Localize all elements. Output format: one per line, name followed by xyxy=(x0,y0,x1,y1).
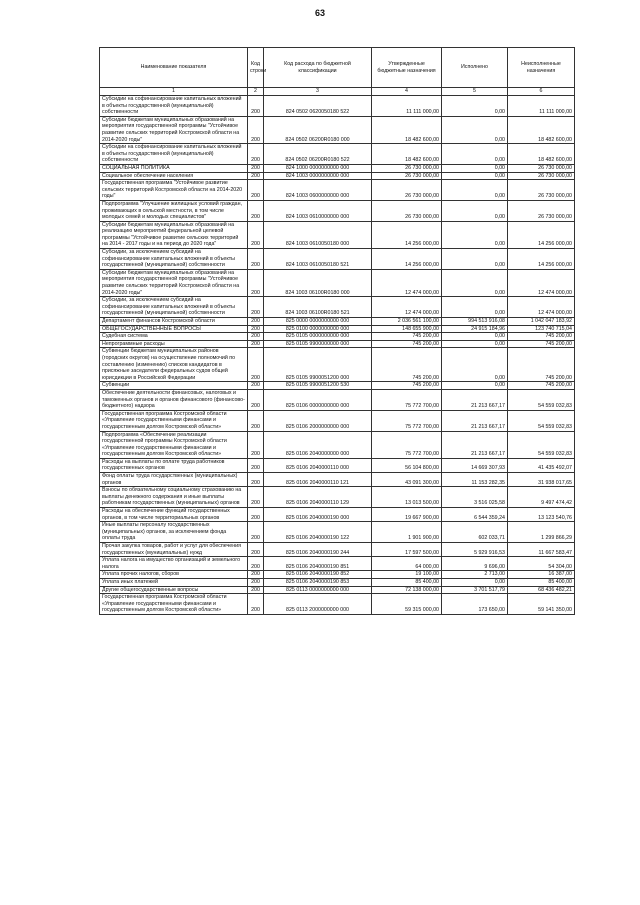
cell-budget-code: 825 0113 2000000000 000 xyxy=(264,594,372,615)
cell-approved: 2 036 561 100,00 xyxy=(372,318,442,326)
cell-executed: 5 929 916,53 xyxy=(442,543,508,557)
cell-unexecuted: 85 400,00 xyxy=(508,578,575,586)
cell-budget-code: 825 0113 0000000000 000 xyxy=(264,586,372,594)
cell-budget-code: 825 0106 2040000190 852 xyxy=(264,571,372,579)
cell-indicator-name: Государственная программа Костромской области «Управление государственными финансами и государственным долгом Костромской области» xyxy=(100,410,248,431)
cell-executed: 173 650,00 xyxy=(442,594,508,615)
cell-executed: 0,00 xyxy=(442,116,508,143)
cell-row-code: 200 xyxy=(248,116,264,143)
cell-approved: 26 730 000,00 xyxy=(372,164,442,172)
cell-budget-code: 825 0105 0000000000 000 xyxy=(264,333,372,341)
header-number: 6 xyxy=(508,88,575,96)
cell-executed: 0,00 xyxy=(442,382,508,390)
cell-unexecuted: 11 111 000,00 xyxy=(508,96,575,117)
cell-approved: 1 901 900,00 xyxy=(372,522,442,543)
cell-approved: 12 474 000,00 xyxy=(372,297,442,318)
table-row xyxy=(100,164,575,172)
cell-unexecuted: 14 256 000,00 xyxy=(508,221,575,248)
table-row xyxy=(100,348,575,382)
cell-executed: 0,00 xyxy=(442,221,508,248)
cell-indicator-name: Иные выплаты персоналу государственных (муниципальных) органов, за исключением фонда оплаты труда xyxy=(100,522,248,543)
table-row xyxy=(100,249,575,270)
cell-unexecuted: 745 200,00 xyxy=(508,333,575,341)
cell-indicator-name: Субсидии бюджетам муниципальных образований на мероприятия государственной программы "Устойчивое развитие сельских территорий Костромской области на 2014-2020 годы" xyxy=(100,269,248,296)
page-number: 63 xyxy=(314,8,325,18)
cell-executed: 0,00 xyxy=(442,249,508,270)
cell-approved: 56 104 800,00 xyxy=(372,458,442,472)
cell-approved: 13 013 500,00 xyxy=(372,487,442,508)
cell-row-code: 200 xyxy=(248,508,264,522)
cell-unexecuted: 18 482 600,00 xyxy=(508,144,575,165)
cell-row-code: 200 xyxy=(248,340,264,348)
cell-indicator-name: Уплата иных платежей xyxy=(100,578,248,586)
cell-budget-code: 825 0106 2040000110 129 xyxy=(264,487,372,508)
cell-approved: 12 474 000,00 xyxy=(372,269,442,296)
cell-executed: 3 701 517,79 xyxy=(442,586,508,594)
cell-approved: 59 315 000,00 xyxy=(372,594,442,615)
cell-executed: 6 544 359,24 xyxy=(442,508,508,522)
table-row xyxy=(100,410,575,431)
cell-row-code: 200 xyxy=(248,586,264,594)
cell-budget-code: 824 1003 06100R0180 521 xyxy=(264,297,372,318)
cell-approved: 26 730 000,00 xyxy=(372,180,442,201)
cell-row-code: 200 xyxy=(248,522,264,543)
cell-approved: 26 730 000,00 xyxy=(372,200,442,221)
cell-unexecuted: 12 474 000,00 xyxy=(508,297,575,318)
cell-executed: 0,00 xyxy=(442,348,508,382)
cell-approved: 75 772 700,00 xyxy=(372,410,442,431)
cell-unexecuted: 16 387,00 xyxy=(508,571,575,579)
cell-row-code: 200 xyxy=(248,382,264,390)
cell-unexecuted: 14 256 000,00 xyxy=(508,249,575,270)
cell-budget-code: 825 0106 2040000190 853 xyxy=(264,578,372,586)
cell-budget-code: 825 0106 2000000000 000 xyxy=(264,410,372,431)
cell-indicator-name: Субвенции бюджетам муниципальных районов (городских округов) на осуществление полномочий по составлению (изменению) списков кандидатов в присяжные заседатели федеральных судов общей юрисдикции в Российской Федерации xyxy=(100,348,248,382)
cell-budget-code: 825 0106 2040000000 000 xyxy=(264,431,372,458)
cell-row-code: 200 xyxy=(248,473,264,487)
cell-approved: 72 138 000,00 xyxy=(372,586,442,594)
header-number: 4 xyxy=(372,88,442,96)
cell-indicator-name: Подпрограмма "Улучшение жилищных условий граждан, проживающих в сельской местности, в том числе молодых семей и молодых специалистов" xyxy=(100,200,248,221)
cell-executed: 0,00 xyxy=(442,164,508,172)
cell-row-code: 200 xyxy=(248,333,264,341)
cell-indicator-name: Расходы на выплаты по оплате труда работников государственных органов xyxy=(100,458,248,472)
cell-budget-code: 825 0100 0000000000 000 xyxy=(264,325,372,333)
cell-budget-code: 825 0106 2040000110 000 xyxy=(264,458,372,472)
cell-indicator-name: Фонд оплаты труда государственных (муниципальных) органов xyxy=(100,473,248,487)
cell-approved: 745 200,00 xyxy=(372,333,442,341)
cell-row-code: 200 xyxy=(248,571,264,579)
cell-unexecuted: 31 938 017,65 xyxy=(508,473,575,487)
cell-executed: 21 213 667,17 xyxy=(442,431,508,458)
cell-executed: 0,00 xyxy=(442,180,508,201)
cell-approved: 11 111 000,00 xyxy=(372,96,442,117)
table-row xyxy=(100,543,575,557)
table-row xyxy=(100,522,575,543)
cell-row-code: 200 xyxy=(248,458,264,472)
cell-executed: 14 669 307,93 xyxy=(442,458,508,472)
cell-row-code: 200 xyxy=(248,144,264,165)
cell-budget-code: 824 1003 0610050180 000 xyxy=(264,221,372,248)
cell-budget-code: 825 0106 2040000190 000 xyxy=(264,508,372,522)
cell-row-code: 200 xyxy=(248,487,264,508)
cell-approved: 745 200,00 xyxy=(372,382,442,390)
cell-row-code: 200 xyxy=(248,172,264,180)
cell-unexecuted: 26 730 000,00 xyxy=(508,164,575,172)
cell-row-code: 200 xyxy=(248,325,264,333)
cell-approved: 18 482 600,00 xyxy=(372,116,442,143)
cell-indicator-name: СОЦИАЛЬНАЯ ПОЛИТИКА xyxy=(100,164,248,172)
cell-indicator-name: Государственная программа Костромской области «Управление государственными финансами и государственным долгом Костромской области» xyxy=(100,594,248,615)
cell-indicator-name: Субсидии бюджетам муниципальных образований на мероприятия государственной программы "Устойчивое развитие сельских территорий Костромской области на 2014-2020 годы" xyxy=(100,116,248,143)
cell-indicator-name: Судебная система xyxy=(100,333,248,341)
cell-indicator-name: Расходы на обеспечение функций государственных органов, в том числе территориальных органов xyxy=(100,508,248,522)
cell-executed: 0,00 xyxy=(442,340,508,348)
cell-budget-code: 825 0105 9900000000 000 xyxy=(264,340,372,348)
cell-approved: 75 772 700,00 xyxy=(372,431,442,458)
table-row xyxy=(100,431,575,458)
cell-indicator-name: Субсидии бюджетам муниципальных образований на реализацию мероприятий федеральной целевой программы "Устойчивое развитие сельских территорий на 2014 - 2017 годы и на период до 2020 года" xyxy=(100,221,248,248)
cell-row-code: 200 xyxy=(248,389,264,410)
table-row xyxy=(100,144,575,165)
table-row xyxy=(100,458,575,472)
cell-row-code: 200 xyxy=(248,164,264,172)
cell-executed: 21 213 667,17 xyxy=(442,389,508,410)
cell-budget-code: 825 0106 2040000110 121 xyxy=(264,473,372,487)
budget-execution-table xyxy=(99,47,575,615)
cell-budget-code: 824 1003 06100R0180 000 xyxy=(264,269,372,296)
cell-executed: 0,00 xyxy=(442,96,508,117)
header-number: 3 xyxy=(264,88,372,96)
cell-indicator-name: Подпрограмма «Обеспечение реализации государственной программы Костромской области «Управление государственными финансами и государственным долгом Костромской области» xyxy=(100,431,248,458)
cell-executed: 24 915 184,96 xyxy=(442,325,508,333)
cell-row-code: 200 xyxy=(248,249,264,270)
cell-indicator-name: Другие общегосударственные вопросы xyxy=(100,586,248,594)
cell-budget-code: 824 0502 06200R0180 000 xyxy=(264,116,372,143)
cell-unexecuted: 26 730 000,00 xyxy=(508,172,575,180)
cell-row-code: 200 xyxy=(248,221,264,248)
cell-indicator-name: Субсидии, за исключением субсидий на софинансирование капитальных вложений в объекты государственной (муниципальной) собственности xyxy=(100,297,248,318)
table-row xyxy=(100,333,575,341)
table-row xyxy=(100,172,575,180)
cell-indicator-name: Департамент финансов Костромской области xyxy=(100,318,248,326)
cell-approved: 85 400,00 xyxy=(372,578,442,586)
cell-approved: 14 256 000,00 xyxy=(372,249,442,270)
table-row xyxy=(100,508,575,522)
table-row xyxy=(100,180,575,201)
cell-unexecuted: 41 435 492,07 xyxy=(508,458,575,472)
cell-row-code: 200 xyxy=(248,578,264,586)
table-row xyxy=(100,200,575,221)
cell-unexecuted: 123 740 715,04 xyxy=(508,325,575,333)
cell-unexecuted: 13 123 540,76 xyxy=(508,508,575,522)
cell-approved: 148 655 900,00 xyxy=(372,325,442,333)
table-row xyxy=(100,221,575,248)
cell-executed: 0,00 xyxy=(442,297,508,318)
cell-unexecuted: 68 436 482,21 xyxy=(508,586,575,594)
table-row xyxy=(100,116,575,143)
table-row xyxy=(100,487,575,508)
cell-row-code: 200 xyxy=(248,557,264,571)
cell-budget-code: 824 1003 0610000000 000 xyxy=(264,200,372,221)
table-row xyxy=(100,96,575,117)
cell-row-code: 200 xyxy=(248,297,264,318)
cell-row-code: 200 xyxy=(248,96,264,117)
cell-indicator-name: Субсидии на софинансирование капитальных вложений в объекты государственной (муниципальной) собственности xyxy=(100,96,248,117)
cell-budget-code: 824 1003 0000000000 000 xyxy=(264,172,372,180)
cell-unexecuted: 54 304,00 xyxy=(508,557,575,571)
cell-budget-code: 825 0106 2040000190 122 xyxy=(264,522,372,543)
cell-unexecuted: 1 042 047 183,92 xyxy=(508,318,575,326)
table-row xyxy=(100,557,575,571)
cell-executed: 994 513 916,08 xyxy=(442,318,508,326)
cell-executed: 0,00 xyxy=(442,200,508,221)
table-row xyxy=(100,571,575,579)
cell-unexecuted: 59 141 350,00 xyxy=(508,594,575,615)
cell-approved: 43 091 300,00 xyxy=(372,473,442,487)
cell-indicator-name: Субвенции xyxy=(100,382,248,390)
cell-unexecuted: 9 497 474,42 xyxy=(508,487,575,508)
cell-unexecuted: 54 559 032,83 xyxy=(508,389,575,410)
cell-executed: 3 516 025,58 xyxy=(442,487,508,508)
cell-budget-code: 825 0000 0000000000 000 xyxy=(264,318,372,326)
cell-executed: 0,00 xyxy=(442,172,508,180)
cell-approved: 745 200,00 xyxy=(372,348,442,382)
cell-approved: 75 772 700,00 xyxy=(372,389,442,410)
cell-unexecuted: 11 667 583,47 xyxy=(508,543,575,557)
cell-unexecuted: 54 559 032,83 xyxy=(508,410,575,431)
cell-indicator-name: Прочая закупка товаров, работ и услуг для обеспечения государственных (муниципальных) нужд xyxy=(100,543,248,557)
cell-approved: 26 730 000,00 xyxy=(372,172,442,180)
table-row xyxy=(100,297,575,318)
table-row xyxy=(100,340,575,348)
cell-unexecuted: 745 200,00 xyxy=(508,340,575,348)
table-row xyxy=(100,269,575,296)
cell-budget-code: 824 0502 0620050180 522 xyxy=(264,96,372,117)
table-row xyxy=(100,473,575,487)
cell-unexecuted: 745 200,00 xyxy=(508,348,575,382)
cell-executed: 0,00 xyxy=(442,333,508,341)
cell-unexecuted: 54 559 032,83 xyxy=(508,431,575,458)
table-row xyxy=(100,578,575,586)
cell-executed: 0,00 xyxy=(442,144,508,165)
header-number: 5 xyxy=(442,88,508,96)
cell-row-code: 200 xyxy=(248,431,264,458)
cell-budget-code: 825 0106 2040000190 851 xyxy=(264,557,372,571)
cell-unexecuted: 12 474 000,00 xyxy=(508,269,575,296)
cell-executed: 9 696,00 xyxy=(442,557,508,571)
cell-approved: 745 200,00 xyxy=(372,340,442,348)
table-row xyxy=(100,318,575,326)
cell-row-code: 200 xyxy=(248,318,264,326)
table-row xyxy=(100,389,575,410)
header-number: 1 xyxy=(100,88,248,96)
cell-approved: 19 667 900,00 xyxy=(372,508,442,522)
cell-approved: 17 597 500,00 xyxy=(372,543,442,557)
cell-approved: 18 482 600,00 xyxy=(372,144,442,165)
cell-executed: 11 153 282,35 xyxy=(442,473,508,487)
cell-indicator-name: Уплата налога на имущество организаций и земельного налога xyxy=(100,557,248,571)
header-row-code: Код строки xyxy=(248,48,264,88)
cell-budget-code: 825 0106 0000000000 000 xyxy=(264,389,372,410)
header-number: 2 xyxy=(248,88,264,96)
table-row xyxy=(100,325,575,333)
table-row xyxy=(100,586,575,594)
cell-row-code: 200 xyxy=(248,348,264,382)
cell-row-code: 200 xyxy=(248,594,264,615)
header-budget-classification-code: Код расхода по бюджетной классификации xyxy=(264,48,372,88)
cell-indicator-name: Обеспечение деятельности финансовых, налоговых и таможенных органов и органов финансового (финансово-бюджетного) надзора xyxy=(100,389,248,410)
cell-indicator-name: ОБЩЕГОСУДАРСТВЕННЫЕ ВОПРОСЫ xyxy=(100,325,248,333)
cell-indicator-name: Субсидии на софинансирование капитальных вложений в объекты государственной (муниципальной) собственности xyxy=(100,144,248,165)
cell-executed: 0,00 xyxy=(442,269,508,296)
cell-budget-code: 824 1000 0000000000 000 xyxy=(264,164,372,172)
cell-row-code: 200 xyxy=(248,180,264,201)
header-executed: Исполнено xyxy=(442,48,508,88)
cell-unexecuted: 745 200,00 xyxy=(508,382,575,390)
cell-unexecuted: 1 299 866,29 xyxy=(508,522,575,543)
cell-unexecuted: 26 730 000,00 xyxy=(508,200,575,221)
header-indicator-name: Наименование показателя xyxy=(100,48,248,88)
cell-indicator-name: Взносы по обязательному социальному страхованию на выплаты денежного содержания и иные выплаты работникам государственных (муниципальных) органов xyxy=(100,487,248,508)
cell-budget-code: 825 0106 2040000190 244 xyxy=(264,543,372,557)
cell-budget-code: 824 0502 06200R0180 522 xyxy=(264,144,372,165)
header-approved: Утвержденные бюджетные назначения xyxy=(372,48,442,88)
cell-executed: 0,00 xyxy=(442,578,508,586)
header-unexecuted: Неисполненные назначения xyxy=(508,48,575,88)
cell-executed: 21 213 667,17 xyxy=(442,410,508,431)
cell-unexecuted: 18 482 600,00 xyxy=(508,116,575,143)
cell-indicator-name: Субсидии, за исключением субсидий на софинансирование капитальных вложений в объекты государственной (муниципальной) собственности xyxy=(100,249,248,270)
cell-row-code: 200 xyxy=(248,543,264,557)
table-row xyxy=(100,382,575,390)
cell-budget-code: 824 1003 0600000000 000 xyxy=(264,180,372,201)
cell-approved: 19 100,00 xyxy=(372,571,442,579)
cell-executed: 602 033,71 xyxy=(442,522,508,543)
cell-indicator-name: Социальное обеспечение населения xyxy=(100,172,248,180)
cell-budget-code: 825 0105 9900051200 000 xyxy=(264,348,372,382)
cell-approved: 64 000,00 xyxy=(372,557,442,571)
cell-row-code: 200 xyxy=(248,410,264,431)
cell-row-code: 200 xyxy=(248,269,264,296)
cell-indicator-name: Непрограммные расходы xyxy=(100,340,248,348)
cell-unexecuted: 26 730 000,00 xyxy=(508,180,575,201)
table-row xyxy=(100,594,575,615)
cell-executed: 2 713,00 xyxy=(442,571,508,579)
cell-approved: 14 256 000,00 xyxy=(372,221,442,248)
cell-budget-code: 825 0105 9900051200 530 xyxy=(264,382,372,390)
cell-indicator-name: Государственная программа "Устойчивое развитие сельских территорий Костромской области на 2014-2020 годы" xyxy=(100,180,248,201)
cell-budget-code: 824 1003 0610050180 521 xyxy=(264,249,372,270)
cell-indicator-name: Уплата прочих налогов, сборов xyxy=(100,571,248,579)
cell-row-code: 200 xyxy=(248,200,264,221)
